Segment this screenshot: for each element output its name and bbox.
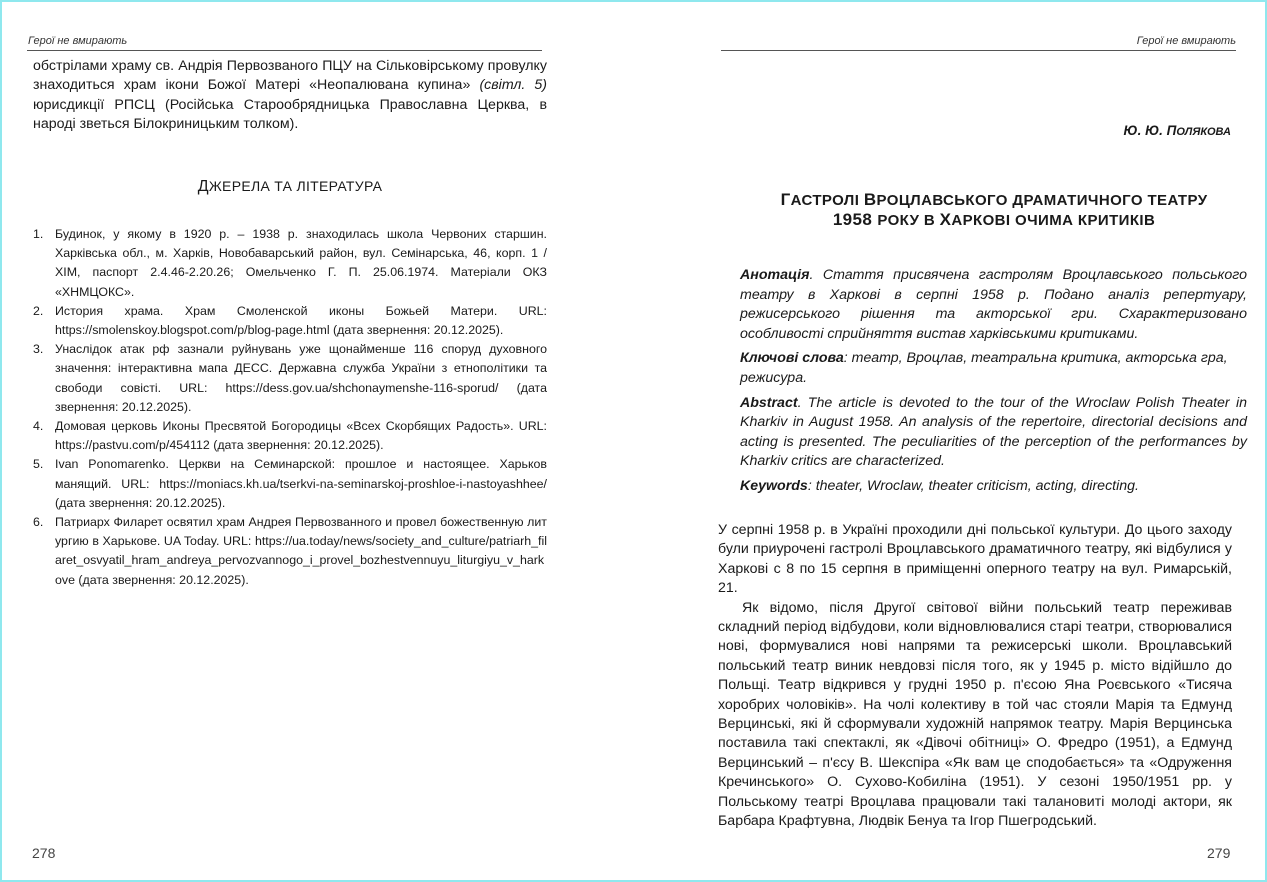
figure-reference: (світл. 5): [479, 77, 548, 94]
keywords-ua-label: Ключові слова: [740, 350, 844, 367]
reference-text: Будинок, у якому в 1920 р. – 1938 р. знаходилась школа Червоних старшин. Харківська обл., м. Харків, Новобаварський район, вул. Семінарська, 46, корп. 1 / ХІМ, паспорт 2.4.46-2.20.26; Омельченко Г. П. 25.06.1974. Матеріали ОКЗ «ХНМЦОКС».: [55, 227, 547, 299]
keywords-ua-text: : театр, Вроцлав, театральна критика, акторська гра, режисура.: [740, 350, 1228, 386]
header-rule-left: [27, 50, 542, 51]
annotation-label: Анотація: [740, 267, 810, 283]
reference-text: Унаслідок атак рф зазнали руйнувань уже щонайменше 116 споруд духовного значення: інтерактивна мапа ДЕСС. Державна служба України з етнополітики та свободи совісті. URL: https://dess.gov.ua/shchonaymenshe-116-sporud/ (дата звернення: 20.12.2025).: [55, 342, 547, 414]
abstract-block: [740, 266, 1247, 502]
reference-item: [33, 340, 547, 417]
reference-text: Ivan Ponomarenko. Церкви на Семинарской: прошлое и настоящее. Харьков манящий. URL: https://moniacs.kh.ua/tserkvi-na-seminarskoj-proshloe-i-nastoyashhee/ (дата звернення: 20.12.2025).: [55, 457, 547, 510]
reference-item: [33, 513, 547, 590]
running-head-left: Герої не вмирають: [28, 35, 128, 47]
reference-text: История храма. Храм Смоленской иконы Божьей Матери. URL: https://smolenskoy.blogspot.com/p/blog-page.html (дата звернення: 20.12.2025).: [55, 303, 547, 338]
reference-number: 5.: [33, 457, 44, 472]
running-head-right: Герої не вмирають: [1136, 35, 1236, 47]
continuation-text-2: юрисдикції РПСЦ (Російська Старообрядницька Православна Церква, в народі зветься Білокриницьким толком).: [33, 96, 547, 133]
author-name: [1124, 123, 1232, 138]
article-body: [718, 521, 1232, 832]
reference-number: 2.: [33, 303, 44, 318]
reference-text: Патриарх Филарет освятил храм Андрея Первозванного и провел божественную литургию в Харькове. UA Today. URL: https://ua.today/news/society_and_culture/patriarh_filaret_osvyatil_hram_andreya_pervozvannogo_i_provel_bozhestvennuyu_liturgiyu_v_harkove (дата звернення: 20.12.2025).: [55, 515, 547, 587]
keywords-en: [740, 477, 1247, 497]
continuation-paragraph: [33, 57, 547, 135]
page-number-left: 278: [32, 845, 56, 861]
reference-number: 3.: [33, 342, 44, 357]
title-cap: Х: [939, 210, 952, 229]
title-cap: 1958: [832, 210, 878, 229]
author-initials: Ю. Ю. П: [1123, 123, 1177, 138]
abstract-label: Abstract: [740, 394, 798, 411]
references-list: [33, 225, 547, 590]
abstract-text: . The article is devoted to the tour of the Wroclaw Polish Theater in Kharkiv in August 1958. An analysis of the repertoire, directorial decisions and acting is presented. The peculiarities of the perception of the performances by Kharkiv critics are characterized.: [740, 394, 1247, 470]
abstract-en: [740, 394, 1247, 472]
reference-number: 4.: [33, 419, 44, 434]
reference-number: 1.: [33, 227, 44, 241]
section-title-initial: Д: [197, 178, 209, 195]
title-cap: Г: [780, 190, 791, 209]
reference-item: [33, 455, 547, 513]
keywords-en-label: Keywords: [740, 477, 808, 494]
continuation-text-1: обстрілами храму св. Андрія Первозваного ПЦУ на Сільковірському провулку знаходиться храм ікони Божої Матері «Неопалювана купина»: [33, 58, 547, 94]
body-paragraph: У серпні 1958 р. в Україні проходили дні польської культури. До цього заходу були приурочені гастролі Вроцлавського драматичного театру, які відбулися у Харкові с 8 по 15 серпня в приміщенні оперного театру на вул. Римарській, 21.: [718, 522, 1232, 597]
page-number-right: 279: [1207, 845, 1231, 861]
article-title: [734, 190, 1254, 230]
section-title-rest: ЖЕРЕЛА ТА ЛІТЕРАТУРА: [208, 178, 383, 194]
body-paragraph: Як відомо, після Другої світової війни польський театр переживав складний період відбудови, коли відновлювалися старі театри, створювалися нові, формувалися нові напрями та режисерські школи. Вроцлавський польський театр виник невдовзі після того, як у 1945 р. місто відійшло до Польщі. Театр відкрився у грудні 1950 р. п'єсою Яна Роєвського «Тисяча хоробрих чоловіків». На чолі колективу в той час стояли Марія та Едмунд Верцинські, які й сформували художній напрямок театру. Марія Верцинська поставила такі спектаклі, як «Дівочі обітниці» О. Фредро (1951), а Едмунд Верцинський – п'єсу В. Шекспіра «Як вам це сподобається» та «Одруження Кречинського» О. Сухово-Кобиліна (1951). У сезоні 1950/1951 рр. у Польському театрі Вроцлава працювали такі талановиті молоді актори, як Барбара Крафтувна, Людвік Бенуа та Ігор Пшегродський.: [718, 599, 1232, 830]
title-sc: РОЦЛАВСЬКОГО ДРАМАТИЧНОГО ТЕАТРУ: [876, 192, 1208, 209]
reference-text: Домовая церковь Иконы Пресвятой Богородицы «Всех Скорбящих Радость». URL: https://pastvu.com/p/454112 (дата звернення: 20.12.2025).: [55, 419, 547, 453]
title-sc: РОКУ В: [877, 212, 940, 229]
annotation-ua: [740, 266, 1247, 344]
annotation-text: . Стаття присвячена гастролям Вроцлавського польського театру в Харкові в серпні 1958 р. Подано аналіз репертуару, режисерського рішення та акторської гри. Схарактеризовано особливості сприйняття вистав харківськими критиками.: [740, 267, 1247, 342]
section-title-sources: [33, 178, 547, 196]
header-rule-right: [721, 50, 1236, 51]
title-sc: АСТРОЛІ: [790, 192, 864, 209]
reference-item: [33, 417, 547, 455]
keywords-ua: [740, 349, 1247, 388]
author-surname: ОЛЯКОВА: [1176, 126, 1231, 138]
title-sc: АРКОВІ ОЧИМА КРИТИКІВ: [951, 212, 1156, 229]
keywords-en-text: : theater, Wroclaw, theater criticism, acting, directing.: [807, 477, 1139, 494]
reference-number: 6.: [33, 515, 44, 530]
title-line-1: [734, 190, 1254, 210]
reference-item: [33, 225, 547, 302]
title-line-2: [734, 210, 1254, 230]
title-cap: В: [863, 190, 877, 209]
reference-item: [33, 302, 547, 340]
